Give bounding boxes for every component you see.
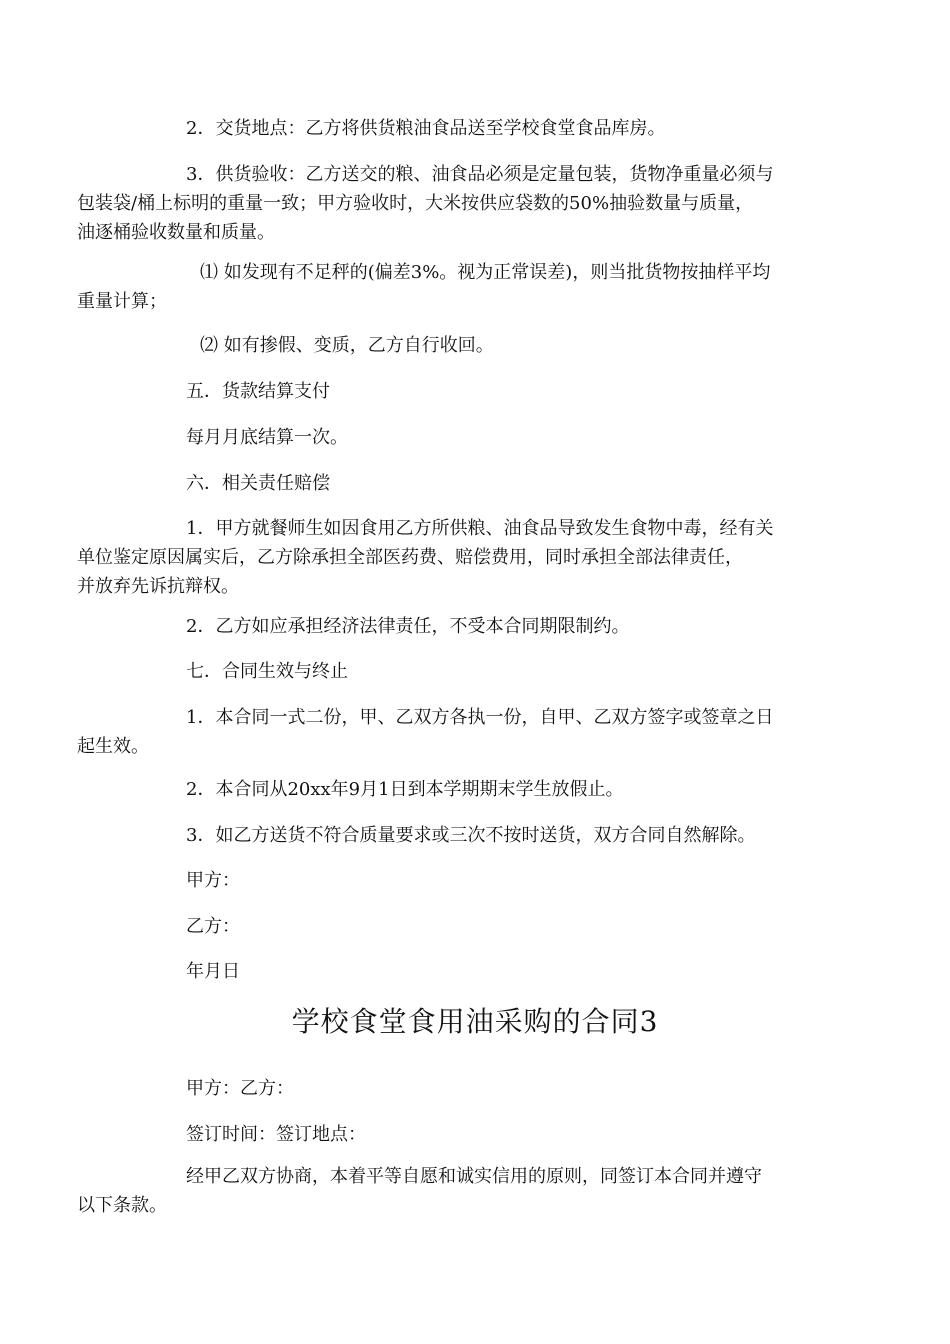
signature-party-a <box>186 866 852 895</box>
text-line: 1．本合同一式二份，甲、乙双方各执一份，自甲、乙双方签字或签章之日 <box>186 707 774 728</box>
text-line: 包装袋/桶上标明的重量一致；甲方验收时，大米按供应袋数的50%抽验数量与质量， <box>77 193 754 214</box>
text-line: 年月日 <box>186 961 240 982</box>
paragraph-delivery-location <box>186 114 852 143</box>
text-line: 乙方： <box>186 916 240 937</box>
paragraph-short-weight <box>77 258 852 316</box>
signature-date <box>186 957 852 986</box>
heading-liability <box>186 469 852 498</box>
text-line: 油逐桶验收数量和质量。 <box>77 222 275 243</box>
signature-party-b <box>186 912 852 941</box>
paragraph-adulteration <box>186 331 852 360</box>
text-line: 2．乙方如应承担经济法律责任，不受本合同期限制约。 <box>186 616 630 637</box>
text-line: 每月月底结算一次。 <box>186 427 348 448</box>
text-line: 经甲乙双方协商，本着平等自愿和诚实信用的原则，同签订本合同并遵守 <box>186 1166 762 1187</box>
text-line: 单位鉴定原因属实后，乙方除承担全部医药费、赔偿费用，同时承担全部法律责任， <box>77 547 743 568</box>
text-line: 2．本合同从20xx年9月1日到本学期期末学生放假止。 <box>186 779 624 800</box>
text-line: 以下条款。 <box>77 1195 167 1216</box>
text-line: 起生效。 <box>77 736 149 757</box>
heading-effect-termination <box>186 657 852 686</box>
text-line: 五．货款结算支付 <box>186 381 330 402</box>
text-line: ⑴ 如发现有不足秤的(偏差3%。视为正常误差)，则当批货物按抽样平均 <box>200 262 771 283</box>
paragraph-negotiation <box>77 1162 852 1220</box>
paragraph-economic-liability <box>186 612 852 641</box>
text-line: 甲方： <box>186 870 240 891</box>
text-line: 并放弃先诉抗辩权。 <box>77 576 239 597</box>
signing-time-place <box>186 1120 852 1149</box>
text-line: 七．合同生效与终止 <box>186 661 348 682</box>
section-title: 学校食堂食用油采购的合同3 <box>291 1005 659 1038</box>
text-line: 签订时间：签订地点： <box>186 1124 366 1145</box>
text-line: 2．交货地点：乙方将供货粮油食品送至学校食堂食品库房。 <box>186 118 666 139</box>
text-line: 甲方：乙方： <box>186 1078 294 1099</box>
paragraph-copies <box>77 703 852 761</box>
parties-line <box>186 1074 852 1103</box>
paragraph-dissolution <box>186 821 852 850</box>
text-line: ⑵ 如有掺假、变质，乙方自行收回。 <box>200 335 494 356</box>
text-line: 3．供货验收：乙方送交的粮、油食品必须是定量包装，货物净重量必须与 <box>186 164 774 185</box>
text-line: 1．甲方就餐师生如因食用乙方所供粮、油食品导致发生食物中毒，经有关 <box>186 518 774 539</box>
paragraph-term <box>186 775 852 804</box>
text-line: 重量计算； <box>77 291 167 312</box>
text-line: 六．相关责任赔偿 <box>186 473 330 494</box>
heading-payment <box>186 377 852 406</box>
paragraph-monthly-settlement <box>186 423 852 452</box>
paragraph-food-poisoning <box>77 514 852 601</box>
paragraph-acceptance <box>77 160 852 247</box>
text-line: 3．如乙方送货不符合质量要求或三次不按时送货，双方合同自然解除。 <box>186 825 756 846</box>
